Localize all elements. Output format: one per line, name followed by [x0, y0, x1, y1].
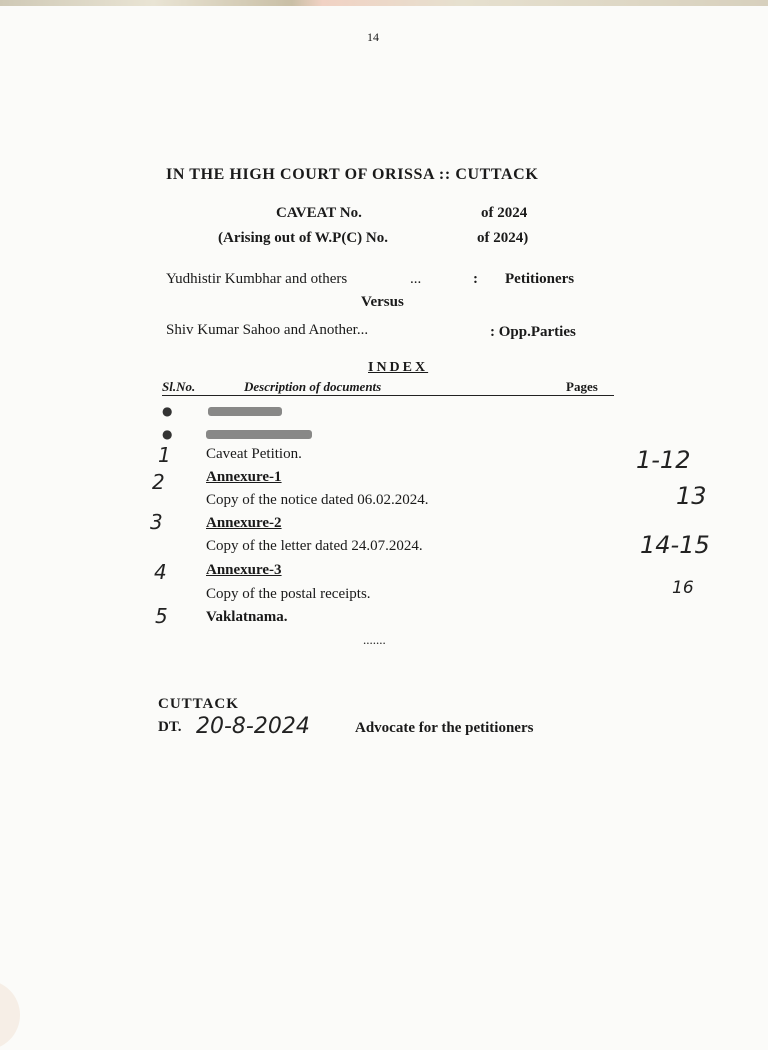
- row-pages: 13: [676, 482, 707, 510]
- index-title: INDEX: [368, 360, 429, 375]
- struck-out-number: ●: [162, 404, 171, 418]
- row-description: Caveat Petition.: [206, 446, 302, 462]
- row-number: 2: [152, 470, 165, 494]
- struck-out-text: [208, 407, 282, 416]
- court-title: IN THE HIGH COURT OF ORISSA :: CUTTACK: [166, 166, 539, 183]
- row-description: Vaklatnama.: [206, 609, 288, 625]
- petitioner-dots: ...: [410, 271, 422, 287]
- petitioner-colon: :: [473, 271, 478, 287]
- end-dots: .......: [363, 632, 386, 647]
- row-title: Annexure-3: [206, 562, 282, 578]
- col-header-pages: Pages: [566, 379, 598, 394]
- caveat-year: of 2024: [481, 205, 528, 221]
- petitioner-name: Yudhistir Kumbhar and others: [166, 271, 348, 287]
- row-description: Copy of the letter dated 24.07.2024.: [206, 538, 423, 554]
- row-number: 1: [158, 443, 171, 467]
- row-number: 5: [155, 604, 168, 628]
- versus: Versus: [361, 294, 404, 310]
- struck-out-text: [206, 430, 312, 439]
- row-title: Annexure-2: [206, 515, 282, 531]
- row-pages: 1-12: [636, 446, 691, 474]
- row-number: 4: [154, 560, 167, 584]
- row-description: Copy of the notice dated 06.02.2024.: [206, 492, 429, 508]
- page-stain: [0, 980, 20, 1050]
- header-divider: [162, 395, 614, 396]
- row-number: 3: [150, 510, 163, 534]
- row-pages: 16: [672, 578, 694, 598]
- arising-out-of-label: (Arising out of W.P(C) No.: [218, 230, 389, 246]
- opp-party-label: : Opp.Parties: [490, 324, 576, 340]
- opp-party-name: Shiv Kumar Sahoo and Another...: [166, 322, 369, 338]
- footer-place: CUTTACK: [158, 696, 239, 712]
- row-description: Copy of the postal receipts.: [206, 586, 371, 602]
- arising-out-of-year: of 2024): [477, 230, 529, 246]
- row-pages: 14-15: [640, 531, 710, 559]
- advocate-signature-line: Advocate for the petitioners: [355, 720, 534, 736]
- col-header-description: Description of documents: [244, 379, 382, 394]
- page-edge: [0, 0, 768, 6]
- struck-out-number: ●: [162, 427, 171, 441]
- petitioner-label: Petitioners: [505, 271, 575, 287]
- caveat-number-label: CAVEAT No.: [276, 205, 362, 221]
- col-header-slno: Sl.No.: [162, 379, 196, 394]
- row-title: Annexure-1: [206, 469, 282, 485]
- page-number: 14: [367, 30, 379, 44]
- footer-date-label: DT.: [158, 719, 182, 735]
- footer-date: 20-8-2024: [196, 714, 310, 739]
